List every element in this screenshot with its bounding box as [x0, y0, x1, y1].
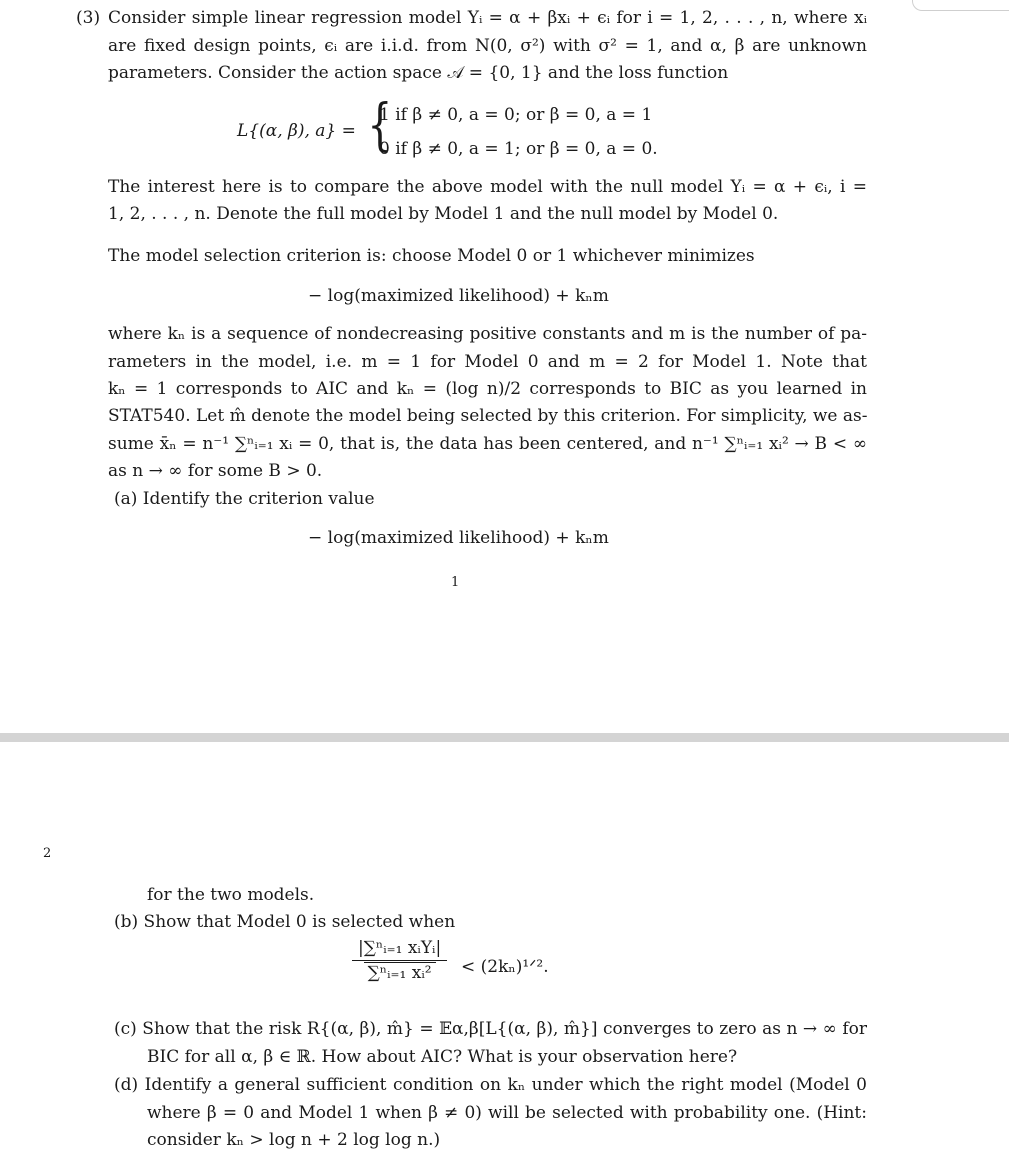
- viewer-tab-decoration: [912, 0, 1009, 11]
- part-d-line-3: consider kₙ > log n + 2 log log n.): [147, 1130, 441, 1150]
- part-b: (b) Show that Model 0 is selected when: [114, 912, 456, 932]
- desc-line-6: as n → ∞ for some B > 0.: [108, 461, 323, 481]
- part-a-continued: for the two models.: [147, 885, 315, 905]
- intro-line-1: Consider simple linear regression model Yᵢ = α + βxᵢ + ϵᵢ for i = 1, 2, . . . , n, where xᵢ: [108, 8, 867, 28]
- selection-fraction: [352, 938, 447, 983]
- part-d-line-2: where β = 0 and Model 1 when β ≠ 0) will be selected with probability one. (Hint:: [147, 1103, 867, 1123]
- part-d-line-1: (d) Identify a general sufficient condition on kₙ under which the right model (Model 0: [114, 1075, 867, 1095]
- desc-line-4: STAT540. Let m̂ denote the model being selected by this criterion. For simplicity, we as-: [108, 406, 868, 426]
- part-c-line-1: (c) Show that the risk R{(α, β), m̂} = 𝔼α,β[L{(α, β), m̂}] converges to zero as n → ∞ for: [114, 1019, 867, 1039]
- fraction-rhs: < (2kₙ)¹ᐟ².: [461, 957, 549, 977]
- page-2: [0, 742, 1009, 1150]
- criterion-formula: − log(maximized likelihood) + kₙm: [308, 286, 609, 306]
- page-number-1: 1: [451, 575, 460, 590]
- null-model-line-1: The interest here is to compare the above model with the null model Yᵢ = α + ϵᵢ, i =: [108, 177, 867, 197]
- desc-line-1: where kₙ is a sequence of nondecreasing positive constants and m is the number of pa-: [108, 324, 867, 344]
- null-model-line-2: 1, 2, . . . , n. Denote the full model by Model 1 and the null model by Model 0.: [108, 204, 779, 224]
- case-brace: {: [367, 93, 393, 158]
- desc-line-5: sume x̄ₙ = n⁻¹ ∑ⁿᵢ₌₁ xᵢ = 0, that is, the data has been centered, and n⁻¹ ∑ⁿᵢ₌₁ xᵢ² → B < ∞: [108, 434, 867, 454]
- part-a: (a) Identify the criterion value: [114, 489, 375, 509]
- part-c-line-2: BIC for all α, β ∈ ℝ. How about AIC? What is your observation here?: [147, 1047, 738, 1067]
- page-separator: [0, 733, 1009, 742]
- fraction-denominator: ∑ⁿᵢ₌₁ xᵢ²: [364, 962, 436, 983]
- page-number-2: 2: [43, 846, 52, 861]
- loss-case-2: 0 if β ≠ 0, a = 1; or β = 0, a = 0.: [379, 139, 658, 159]
- loss-function-lhs: L{(α, β), a} =: [237, 121, 356, 141]
- intro-line-3: parameters. Consider the action space 𝒜 = {0, 1} and the loss function: [108, 63, 729, 83]
- criterion-formula-a: − log(maximized likelihood) + kₙm: [308, 528, 609, 548]
- desc-line-3: kₙ = 1 corresponds to AIC and kₙ = (log n)/2 corresponds to BIC as you learned in: [108, 379, 867, 399]
- intro-line-2: are fixed design points, ϵᵢ are i.i.d. from N(0, σ²) with σ² = 1, and α, β are unknown: [108, 36, 867, 56]
- criterion-intro: The model selection criterion is: choose Model 0 or 1 whichever minimizes: [108, 246, 755, 266]
- loss-case-1: 1 if β ≠ 0, a = 0; or β = 0, a = 1: [379, 105, 653, 125]
- fraction-numerator: |∑ⁿᵢ₌₁ xᵢYᵢ|: [352, 938, 447, 961]
- problem-number: (3): [76, 8, 101, 28]
- desc-line-2: rameters in the model, i.e. m = 1 for Model 0 and m = 2 for Model 1. Note that: [108, 352, 867, 372]
